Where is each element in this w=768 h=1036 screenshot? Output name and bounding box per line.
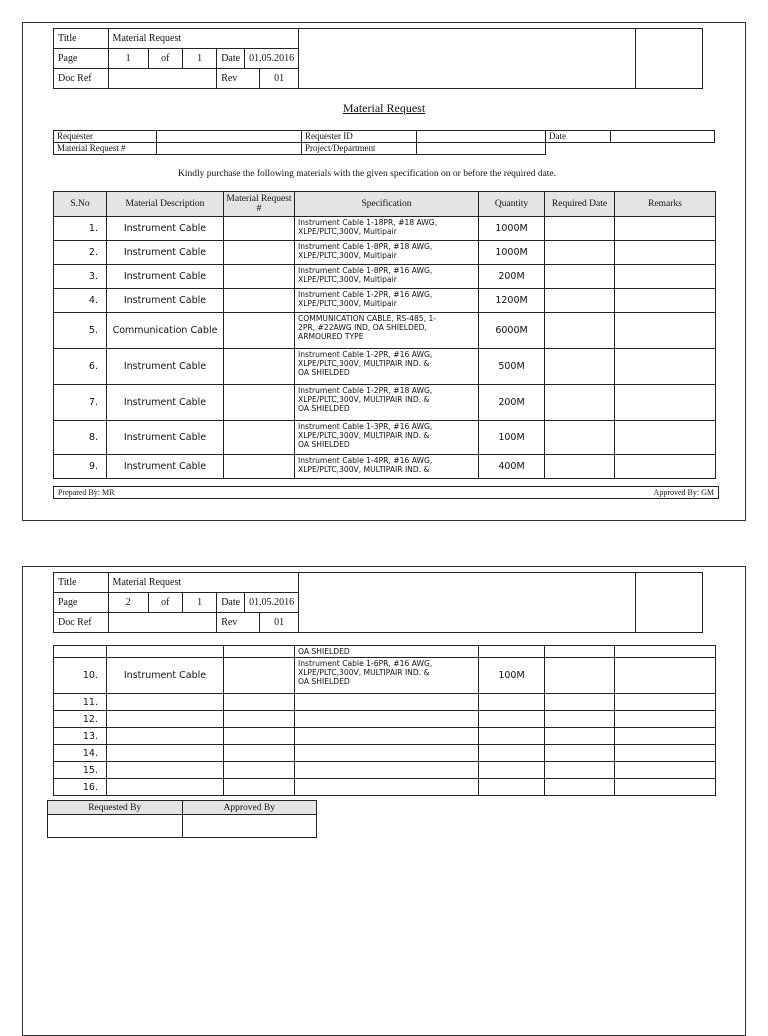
quantity-cell: 1000M (479, 217, 545, 241)
header-blank-cell (299, 573, 636, 633)
page-number: 2 (108, 593, 148, 613)
remarks-cell (615, 728, 716, 745)
logo-cell (636, 29, 703, 89)
mr-number-cell (224, 421, 295, 455)
quantity-cell: 100M (479, 421, 545, 455)
sno-cell (54, 646, 107, 658)
required-date-cell (545, 421, 615, 455)
remarks-cell (615, 779, 716, 796)
mr-number-cell (224, 385, 295, 421)
description-cell: Instrument Cable (107, 421, 224, 455)
page-total: 1 (182, 49, 216, 69)
specification-cell (295, 762, 479, 779)
col-specification: Specification (295, 192, 479, 217)
page-1 (22, 22, 746, 521)
specification-cell (295, 694, 479, 711)
sno-cell: 10. (54, 658, 107, 694)
date-info-label: Date (546, 131, 611, 143)
mr-number-cell (224, 289, 295, 313)
required-date-cell (545, 745, 615, 762)
required-date-cell (545, 289, 615, 313)
description-cell: Communication Cable (107, 313, 224, 349)
specification-cell: Instrument Cable 1-8PR, #18 AWG, XLPE/PLTC,300V, Multipair (295, 241, 479, 265)
remarks-cell (615, 762, 716, 779)
table-row (54, 711, 716, 728)
required-date-cell (545, 646, 615, 658)
docref-value (108, 613, 217, 633)
remarks-cell (615, 658, 716, 694)
required-date-cell (545, 313, 615, 349)
required-date-cell (545, 349, 615, 385)
col-mr-number: Material Request # (224, 192, 295, 217)
table-row (54, 728, 716, 745)
requester-id-value (417, 131, 546, 143)
mr-number-cell (224, 217, 295, 241)
items-body-page-2 (54, 646, 716, 796)
specification-cell: Instrument Cable 1-6PR, #16 AWG, XLPE/PLTC,300V, MULTIPAIR IND. & OA SHIELDED (295, 658, 479, 694)
mr-number-cell (224, 313, 295, 349)
quantity-cell (479, 711, 545, 728)
mr-number-value (157, 143, 302, 155)
page-total: 1 (182, 593, 216, 613)
table-row (54, 289, 716, 313)
quantity-cell (479, 745, 545, 762)
quantity-cell (479, 762, 545, 779)
specification-cell: Instrument Cable 1-3PR, #16 AWG, XLPE/PLTC,300V, MULTIPAIR IND. & OA SHIELDED (295, 421, 479, 455)
remarks-cell (615, 711, 716, 728)
table-row (54, 455, 716, 479)
mr-number-cell (224, 745, 295, 762)
sno-cell: 13. (54, 728, 107, 745)
remarks-cell (615, 646, 716, 658)
quantity-cell (479, 694, 545, 711)
quantity-cell: 400M (479, 455, 545, 479)
mr-number-cell (224, 646, 295, 658)
approved-by-label: Approved By (182, 801, 317, 815)
rev-value: 01 (274, 617, 285, 628)
quantity-cell: 6000M (479, 313, 545, 349)
remarks-cell (615, 289, 716, 313)
title-label: Title (54, 573, 109, 593)
header-blank-cell (299, 29, 636, 89)
mr-number-cell (224, 455, 295, 479)
project-value (417, 143, 546, 155)
of-label: of (148, 49, 182, 69)
sno-cell: 3. (54, 265, 107, 289)
sno-cell: 4. (54, 289, 107, 313)
remarks-cell (615, 694, 716, 711)
mr-number-cell (224, 265, 295, 289)
remarks-cell (615, 385, 716, 421)
remarks-cell (615, 421, 716, 455)
description-cell (107, 762, 224, 779)
requester-label: Requester (54, 131, 157, 143)
rev-label: Rev (217, 613, 260, 632)
page-label: Page (54, 49, 109, 69)
requested-by-signature (48, 815, 183, 838)
date-label: Date (217, 593, 244, 612)
required-date-cell (545, 658, 615, 694)
required-date-cell (545, 455, 615, 479)
signature-footer (53, 486, 719, 499)
table-row (54, 658, 716, 694)
quantity-cell: 1200M (479, 289, 545, 313)
document-title: Material Request (342, 101, 426, 115)
docref-value (108, 69, 217, 89)
specification-cell: Instrument Cable 1-8PR, #16 AWG, XLPE/PLTC,300V, Multipair (295, 265, 479, 289)
description-cell (107, 711, 224, 728)
mr-number-cell (224, 658, 295, 694)
required-date-cell (545, 385, 615, 421)
required-date-cell (545, 217, 615, 241)
description-cell: Instrument Cable (107, 289, 224, 313)
items-table-page-2 (53, 645, 716, 796)
required-date-cell (545, 711, 615, 728)
quantity-cell: 100M (479, 658, 545, 694)
docref-label: Doc Ref (54, 613, 109, 633)
mr-number-cell (224, 762, 295, 779)
table-row (54, 762, 716, 779)
date-cell (217, 49, 299, 69)
required-date-cell (545, 241, 615, 265)
mr-number-cell (224, 711, 295, 728)
description-cell: Instrument Cable (107, 658, 224, 694)
specification-cell: Instrument Cable 1-2PR, #18 AWG, XLPE/PLTC,300V, MULTIPAIR IND. & OA SHIELDED (295, 385, 479, 421)
table-row (54, 745, 716, 762)
approved-by-signature (182, 815, 317, 838)
sno-cell: 6. (54, 349, 107, 385)
table-row (54, 313, 716, 349)
rev-cell (217, 69, 299, 89)
title-value: Material Request (108, 573, 299, 593)
items-table-page-1 (53, 191, 716, 479)
table-row (54, 694, 716, 711)
required-date-cell (545, 694, 615, 711)
quantity-cell: 1000M (479, 241, 545, 265)
table-row (54, 779, 716, 796)
remarks-cell (615, 241, 716, 265)
requested-by-label: Requested By (48, 801, 183, 815)
specification-cell (295, 711, 479, 728)
requester-value (157, 131, 302, 143)
remarks-cell (615, 313, 716, 349)
prepared-by: Prepared By: MR (58, 488, 115, 497)
col-description: Material Description (107, 192, 224, 217)
table-row (54, 241, 716, 265)
specification-cell: Instrument Cable 1-2PR, #16 AWG, XLPE/PLTC,300V, MULTIPAIR IND. & OA SHIELDED (295, 349, 479, 385)
date-info-value (611, 131, 715, 143)
specification-cell: COMMUNICATION CABLE, RS-485, 1- 2PR, #22AWG IND, OA SHIELDED, ARMOURED TYPE (295, 313, 479, 349)
quantity-cell (479, 728, 545, 745)
table-row (54, 349, 716, 385)
description-cell: Instrument Cable (107, 241, 224, 265)
sno-cell: 12. (54, 711, 107, 728)
remarks-cell (615, 349, 716, 385)
mr-number-cell (224, 349, 295, 385)
remarks-cell (615, 217, 716, 241)
description-cell (107, 646, 224, 658)
date-cell (217, 593, 299, 613)
items-body-page-1 (54, 217, 716, 479)
table-row (54, 385, 716, 421)
title-value: Material Request (108, 29, 299, 49)
specification-cell: Instrument Cable 1-4PR, #16 AWG, XLPE/PLTC,300V, MULTIPAIR IND. & (295, 455, 479, 479)
required-date-cell (545, 779, 615, 796)
col-quantity: Quantity (479, 192, 545, 217)
sno-cell: 15. (54, 762, 107, 779)
page-number: 1 (108, 49, 148, 69)
col-sno: S.No (54, 192, 107, 217)
specification-cell (295, 728, 479, 745)
quantity-cell (479, 646, 545, 658)
sno-cell: 8. (54, 421, 107, 455)
sno-cell: 14. (54, 745, 107, 762)
sno-cell: 1. (54, 217, 107, 241)
page-label: Page (54, 593, 109, 613)
table-row (54, 646, 716, 658)
description-cell (107, 745, 224, 762)
mr-number-cell (224, 728, 295, 745)
required-date-cell (545, 265, 615, 289)
rev-cell (217, 613, 299, 633)
specification-cell (295, 779, 479, 796)
sno-cell: 2. (54, 241, 107, 265)
required-date-cell (545, 762, 615, 779)
signoff-table (47, 800, 317, 838)
mr-number-cell (224, 241, 295, 265)
quantity-cell: 200M (479, 385, 545, 421)
requester-info-table (53, 130, 715, 155)
of-label: of (148, 593, 182, 613)
quantity-cell: 200M (479, 265, 545, 289)
specification-cell: OA SHIELDED (295, 646, 479, 658)
sno-cell: 5. (54, 313, 107, 349)
date-value: 01.05.2016 (249, 53, 295, 64)
table-row (54, 217, 716, 241)
info-empty (546, 143, 715, 155)
sno-cell: 9. (54, 455, 107, 479)
docref-label: Doc Ref (54, 69, 109, 89)
description-cell (107, 728, 224, 745)
date-label: Date (217, 49, 244, 68)
remarks-cell (615, 455, 716, 479)
required-date-cell (545, 728, 615, 745)
table-row (54, 265, 716, 289)
rev-label: Rev (217, 69, 260, 88)
description-cell: Instrument Cable (107, 217, 224, 241)
quantity-cell: 500M (479, 349, 545, 385)
sno-cell: 7. (54, 385, 107, 421)
mr-number-cell (224, 779, 295, 796)
table-row (54, 421, 716, 455)
description-cell: Instrument Cable (107, 455, 224, 479)
description-cell: Instrument Cable (107, 385, 224, 421)
description-cell: Instrument Cable (107, 349, 224, 385)
sno-cell: 11. (54, 694, 107, 711)
date-value: 01.05.2016 (249, 597, 295, 608)
logo-cell (636, 573, 703, 633)
project-label: Project/Department (302, 143, 417, 155)
rev-value: 01 (274, 73, 285, 84)
specification-cell: Instrument Cable 1-18PR, #18 AWG, XLPE/PLTC,300V, Multipair (295, 217, 479, 241)
specification-cell: Instrument Cable 1-2PR, #16 AWG, XLPE/PLTC,300V, Multipair (295, 289, 479, 313)
sno-cell: 16. (54, 779, 107, 796)
remarks-cell (615, 745, 716, 762)
col-remarks: Remarks (615, 192, 716, 217)
description-cell (107, 694, 224, 711)
header-block (53, 28, 703, 89)
title-label: Title (54, 29, 109, 49)
page-2 (22, 566, 746, 1036)
requester-id-label: Requester ID (302, 131, 417, 143)
col-required-date: Required Date (545, 192, 615, 217)
mr-number-label: Material Request # (54, 143, 157, 155)
description-cell (107, 779, 224, 796)
description-cell: Instrument Cable (107, 265, 224, 289)
specification-cell (295, 745, 479, 762)
purchase-note: Kindly purchase the following materials with the given specification on or before the required date. (178, 169, 557, 179)
remarks-cell (615, 265, 716, 289)
quantity-cell (479, 779, 545, 796)
approved-by: Approved By: GM (653, 488, 714, 497)
header-block-page-2 (53, 572, 703, 633)
mr-number-cell (224, 694, 295, 711)
